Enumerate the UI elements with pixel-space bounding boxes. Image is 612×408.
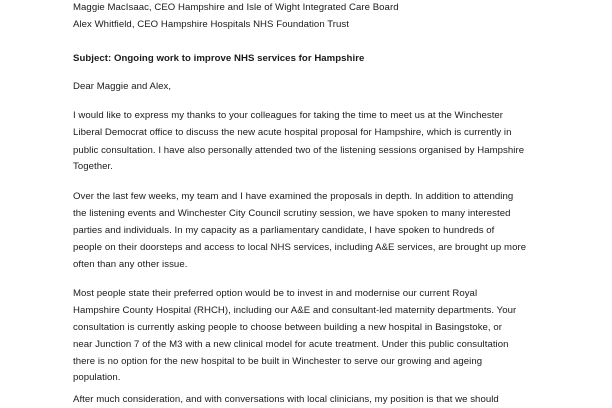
paragraph-line: Over the last few weeks, my team and I have examined the proposals in depth. In addition to attending bbox=[73, 191, 514, 202]
paragraph-line: people on their doorsteps and access to local NHS services, including A&E services, are brought up more bbox=[73, 242, 527, 253]
paragraph-line: After much consideration, and with conversations with local clinicians, my position is that we should bbox=[73, 394, 499, 405]
letter-subject: Subject: Ongoing work to improve NHS services for Hampshire bbox=[73, 53, 365, 64]
paragraph-line: often than any other issue. bbox=[73, 259, 188, 270]
recipient-line: Maggie MacIsaac, CEO Hampshire and Isle of Wight Integrated Care Board bbox=[73, 2, 399, 13]
paragraph-line: near Junction 7 of the M3 with a new clinical model for acute treatment. Under this public consultation bbox=[73, 339, 509, 350]
paragraph-line: there is no option for the new hospital to be built in Winchester to serve our growing and ageing bbox=[73, 356, 483, 367]
paragraph-line: I would like to express my thanks to your colleagues for taking the time to meet us at the Winchester bbox=[73, 110, 504, 121]
paragraph-line: consultation is currently asking people to choose between building a new hospital in Basingstoke, or bbox=[73, 322, 502, 333]
paragraph-line: Together. bbox=[73, 161, 113, 172]
paragraph-line: Most people state their preferred option would be to invest in and modernise our current Royal bbox=[73, 288, 478, 299]
paragraph-line: Liberal Democrat office to discuss the new acute hospital proposal for Hampshire, which is currently in bbox=[73, 127, 512, 138]
paragraph-line: parties and individuals. In my capacity as a parliamentary candidate, I have spoken to hundreds of bbox=[73, 225, 495, 236]
recipient-line: Alex Whitfield, CEO Hampshire Hospitals NHS Foundation Trust bbox=[73, 19, 349, 30]
paragraph-line: public consultation. I have also personally attended two of the listening sessions organised by Hampshire bbox=[73, 145, 525, 156]
paragraph-line: population. bbox=[73, 372, 121, 383]
letter-salutation: Dear Maggie and Alex, bbox=[73, 81, 172, 92]
paragraph-line: Hampshire County Hospital (RHCH), including our A&E and consultant-led maternity departments. Your bbox=[73, 305, 517, 316]
paragraph-line: the listening events and Winchester City Council scrutiny session, we have spoken to many interested bbox=[73, 208, 511, 219]
